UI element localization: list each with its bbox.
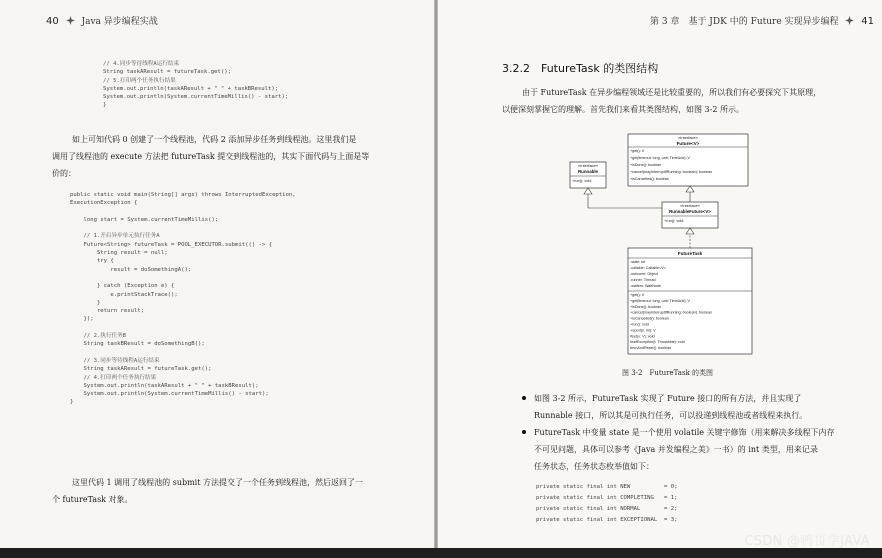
futuretask-method: +isCancelled(): boolean — [630, 316, 669, 321]
paragraph-2 — [52, 474, 412, 508]
bullet-dot-icon — [522, 430, 526, 434]
code-block-1 — [103, 60, 288, 110]
class-diagram — [566, 130, 766, 358]
code-line — [70, 324, 296, 332]
paragraph-2-line: 这里代码 1 调用了线程池的 submit 方法提交了一个任务到线程池，然后返回了一 — [72, 478, 363, 487]
future-interface-box — [628, 134, 748, 186]
code-line: String taskBResult = doSomethingB(); — [70, 341, 205, 348]
code-line — [70, 208, 296, 216]
code-line: e.printStackTrace(); — [70, 291, 178, 298]
bullet-item-1 — [534, 390, 864, 424]
left-page-number: 40 — [46, 16, 59, 27]
runnablefuture-interface-box — [662, 202, 718, 228]
left-running-title: Java 异步编程实战 — [81, 17, 158, 27]
futuretask-field: -state: int — [630, 260, 646, 264]
futuretask-method: +isDone(): boolean — [630, 304, 662, 309]
bullet-dot-icon — [522, 396, 526, 400]
runnable-name: Runnable — [577, 169, 599, 174]
code-line: System.out.println(taskAResult + " " + taskBResult); — [70, 382, 259, 389]
futuretask-field: -waiters: WaitNode — [630, 284, 662, 288]
generalization-runnablefuture-to-runnable — [584, 188, 662, 208]
futuretask-method: +get(): V — [630, 293, 645, 297]
code-line: String taskAResult = futureTask.get(); — [103, 69, 231, 76]
future-name: Future<V> — [676, 141, 700, 146]
right-page — [438, 0, 882, 548]
future-method: +get(timeout: long, unit: TimeUnit): V — [630, 156, 690, 160]
code-line: // 4.打印两个任务执行结果 — [70, 374, 157, 381]
code-line: System.out.println(System.currentTimeMillis() - start); — [103, 94, 289, 101]
code-block-2 — [70, 191, 296, 407]
code-block-3 — [536, 482, 677, 526]
runnable-method: +run(): void — [572, 179, 592, 183]
futuretask-field: -outcome: Object — [630, 272, 659, 276]
code-line: } — [70, 399, 74, 406]
future-method: +isDone(): boolean — [630, 163, 662, 167]
future-stereotype: «Interface» — [677, 135, 699, 140]
figure-caption: 图 3-2 FutureTask 的类图 — [622, 369, 714, 377]
code-line: // 1.开启异步单元执行任务A — [70, 233, 160, 240]
right-page-number: 41 — [861, 16, 875, 27]
runnablefuture-method: +run(): void — [664, 219, 684, 223]
realization-futuretask-to-runnablefuture — [686, 228, 694, 248]
runnable-interface-box — [570, 162, 606, 188]
futuretask-method: -report(s: int): V — [630, 328, 656, 333]
code-line: // 2.执行任务B — [70, 333, 127, 340]
left-page — [0, 0, 434, 548]
code-line — [70, 224, 296, 232]
code-line: String result = null; — [70, 250, 168, 257]
code-line: public static void main(String[] args) throws InterruptedException, — [70, 192, 296, 198]
code-line — [70, 274, 296, 282]
paragraph-2-line: 个 futureTask 对象。 — [52, 495, 133, 504]
ornament-icon — [66, 16, 75, 25]
code-line: private static final int COMPLETING = 1; — [536, 495, 678, 501]
csdn-watermark: CSDN @鸭哥学JAVA — [744, 534, 870, 548]
code-line: }); — [70, 316, 94, 323]
paragraph-1-line: 如上可知代码 0 创建了一个线程池，代码 2 添加异步任务到线程池。这里我们是 — [72, 135, 357, 144]
code-line: return result; — [70, 308, 145, 315]
code-line: System.out.println(taskAResult + " " + taskBResult); — [103, 85, 279, 92]
futuretask-field: -callable: Callable<V> — [630, 266, 666, 270]
section-heading: 3.2.2 FutureTask 的类图结构 — [502, 62, 659, 75]
ornament-icon — [845, 16, 854, 25]
chapter-title: 第 3 章 基于 JDK 中的 Future 实现异步编程 — [650, 17, 839, 27]
code-line: } catch (Exception e) { — [70, 283, 175, 290]
code-line: private static final int NORMAL = 2; — [536, 506, 678, 512]
code-line: // 3.同步等待线程A运行结束 — [70, 357, 160, 364]
code-line: System.out.println(System.currentTimeMillis() - start); — [70, 391, 269, 398]
code-line: } — [70, 299, 101, 306]
bullet-2-line: FutureTask 中变量 state 是一个使用 volatile 关键字修饰（用来解决多线程下内存 — [534, 428, 835, 437]
future-method: +cancel(mayInterruptIfRunning: boolean): boolean — [630, 170, 713, 174]
bullet-1-line: 如图 3-2 所示，FutureTask 实现了 Future 接口的所有方法，并且实现了 — [534, 394, 802, 403]
code-line: long start = System.currentTimeMillis(); — [70, 216, 219, 223]
paragraph-1-line: 调用了线程池的 execute 方法把 futureTask 提交到线程池的，其实下面代码与上面是等 — [52, 152, 370, 161]
bullet-1-line: Runnable 接口，所以其是可执行任务，可以投递到线程池或者线程来执行。 — [534, 411, 808, 420]
code-line — [70, 349, 296, 357]
futuretask-field: -runner: Thread — [630, 278, 656, 282]
code-line: // 5.打印两个任务执行结果 — [103, 77, 176, 84]
futuretask-method: #setException(t: Throwable): void — [630, 340, 685, 345]
intro-paragraph — [502, 84, 862, 118]
code-line: result = doSomethingA(); — [70, 266, 192, 273]
code-line: } — [103, 102, 107, 109]
runnable-stereotype: «Interface» — [577, 163, 599, 168]
future-method: +get(): V — [630, 149, 645, 153]
generalization-runnablefuture-to-future — [686, 186, 694, 202]
code-line: // 4.同步等待线程A运行结束 — [103, 61, 180, 67]
code-line: ExecutionException { — [70, 200, 138, 207]
code-line: private static final int EXCEPTIONAL = 3; — [536, 517, 678, 523]
futuretask-name: FutureTask — [677, 251, 703, 256]
intro-line: 由于 FutureTask 在异步编程领域还是比较重要的，所以我们有必要探究下其原理， — [522, 88, 822, 97]
right-page-header — [650, 14, 874, 27]
intro-line: 以便深刻掌握它的理解。首先我们来看其类图结构，如图 3-2 所示。 — [502, 105, 744, 114]
scan-bottom-edge — [0, 548, 882, 558]
runnablefuture-stereotype: «Interface» — [679, 203, 701, 208]
futuretask-method: +cancel(mayInterruptIfRunning: boolean): boolean — [630, 310, 713, 315]
runnablefuture-name: RunnableFuture<V> — [669, 209, 711, 214]
futuretask-method: +run(): void — [630, 322, 649, 327]
code-line: try { — [70, 258, 114, 265]
bullet-2-line: 不可见问题，具体可以参考《Java 并发编程之美》一书）的 int 类型，用来记录 — [534, 445, 818, 454]
futuretask-method: #set(v: V): void — [630, 334, 655, 339]
code-line: String taskAResult = futureTask.get(); — [70, 366, 212, 373]
futuretask-method: #runAndReset(): boolean — [630, 346, 672, 351]
paragraph-1 — [52, 131, 412, 182]
paragraph-1-line: 价的： — [52, 169, 76, 178]
futuretask-method: +get(timeout: long, unit: TimeUnit): V — [630, 298, 690, 303]
bullet-item-2 — [534, 424, 864, 475]
bullet-2-line: 任务状态，任务状态枚举值如下： — [534, 462, 654, 471]
futuretask-class-box — [628, 248, 752, 354]
code-line: Future<String> futureTask = POOL_EXECUTOR.submit(() -> { — [70, 241, 273, 248]
code-line: private static final int NEW = 0; — [536, 484, 678, 490]
future-method: +isCancelled(): boolean — [630, 177, 669, 181]
left-page-header — [46, 14, 158, 27]
